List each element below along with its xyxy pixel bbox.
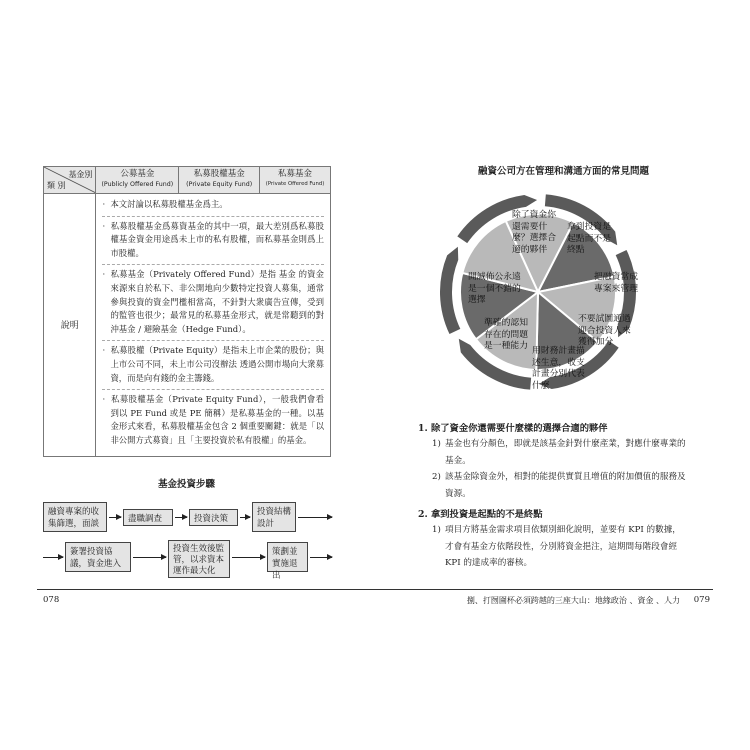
list-number: 2) — [432, 472, 441, 482]
wheel-segment-label: 把融資當成專案來管理 — [594, 272, 638, 294]
wheel-diagram-title: 融資公司方在管理和溝通方面的常見問題 — [478, 166, 650, 177]
section-heading-2: 2. 拿到投資是起點的不是終點 — [418, 509, 543, 520]
wheel-segment-label: 除了資金你還需要什麼？選擇合適的夥伴 — [512, 210, 556, 255]
flow-arrow — [240, 517, 250, 518]
corner-bottom-label: 類 別 — [47, 181, 66, 190]
list-item — [432, 522, 710, 572]
column-header-zh: 私募基金 — [278, 169, 313, 179]
bullet-text: 本文討論以私募股權基金爲主。 — [110, 199, 228, 209]
wheel-segment-label: 開誠佈公永遠是一個不錯的選擇 — [468, 272, 521, 305]
column-header-en: (Publicly Offered Fund) — [101, 181, 174, 188]
wheel-segment-label: 用財務計畫描述生意，收支計畫分別代表什麼 — [532, 346, 585, 391]
table-corner-cell — [44, 167, 96, 194]
cycle-arrow — [440, 247, 460, 334]
flow-step-2: 盡職調查 — [123, 509, 173, 526]
flow-arrow — [310, 557, 332, 558]
list-text: 才會有基金方依階段性，分別將資金挹注，這期間每階段會經 — [445, 541, 678, 552]
bullet-mark: · — [102, 345, 106, 356]
flow-arrow — [133, 557, 166, 558]
list-number: 1) — [432, 525, 441, 535]
flow-arrow — [109, 517, 121, 518]
bullet-mark: · — [102, 199, 106, 209]
bullet-divider — [102, 264, 324, 265]
flow-chart-title: 基金投資步驟 — [158, 479, 216, 490]
explanation-cell — [96, 194, 331, 457]
bullet-item — [102, 393, 324, 447]
list-text: 資源。 — [445, 488, 471, 499]
bullet-mark: · — [102, 394, 106, 405]
bullet-text: 私募基金（Privately Offered Fund）是指 基金 的資金來源來自於私下、非公開地向少數特定投資人募集，通常參與投資的資金門檻相當高，不針對大衆廣告宣傳，受到的監管也很少；最常見的私募基金形式，就是常聽到的對沖基金 / 避險基金（Hedge Fund）。 — [110, 269, 324, 334]
flow-step-3: 投資決策 — [189, 509, 238, 526]
bullet-mark: · — [102, 220, 106, 231]
column-header-en: (Private Equity Fund) — [186, 181, 253, 188]
fund-comparison-table — [43, 166, 331, 457]
list-number: 1) — [432, 439, 441, 449]
bullet-divider — [102, 216, 324, 217]
row-header-explanation: 說明 — [44, 194, 96, 457]
column-header-private-equity-fund — [179, 167, 260, 194]
flow-arrow — [298, 517, 332, 518]
column-header-private-offered-fund — [260, 167, 331, 194]
flow-step-6: 投資生效後監管，以求資本運作最大化 — [168, 540, 230, 578]
bullet-item — [102, 220, 324, 261]
wheel-segment-label: 準確的認知存在的問題是一種能力 — [484, 318, 528, 351]
wheel-segment-label: 拿到投資是起點而不是終點 — [567, 222, 611, 255]
bullet-divider — [102, 389, 324, 390]
footer-rule — [37, 589, 713, 590]
flow-step-4: 投資結構設計 — [252, 502, 296, 532]
corner-top-label: 基金別 — [68, 170, 93, 179]
section-heading-1: 1. 除了資金你還需要什麼樣的選擇合適的夥伴 — [418, 423, 608, 434]
list-text: 項目方將基金需求項目依類別細化說明，並要有 KPI 的數據， — [445, 525, 681, 535]
table-header-row — [44, 167, 331, 194]
running-head: 捌、打囫圇杯必須跨越的三座大山：地緣政治 、資金 、人力 — [466, 596, 680, 605]
bullet-text: 私募股權基金（Private Equity Fund），一般我們會看到以 PE Fund 或是 PE 簡稱）是私募基金的一種。以基金形式來看，私募股權基金包含 2 個重要關鍵：就是「以非公開方式募資」且「主要投資於私有股權」的基金。 — [110, 394, 324, 445]
flow-step-7: 策劃並實施退出 — [267, 542, 308, 572]
page-number-left: 078 — [43, 595, 60, 605]
flow-step-5: 簽署投資協議，資金進入 — [65, 542, 131, 572]
list-item — [432, 436, 710, 469]
bullet-divider — [102, 340, 324, 341]
bullet-item — [102, 198, 324, 212]
column-header-zh: 公募基金 — [120, 169, 155, 179]
flow-arrow — [232, 557, 265, 558]
flow-arrow — [175, 517, 187, 518]
bullet-item — [102, 344, 324, 385]
list-item — [432, 469, 710, 502]
bullet-item — [102, 268, 324, 336]
column-header-public-fund — [96, 167, 179, 194]
flow-arrow — [43, 557, 63, 558]
list-text: 基金也有分顏色，即就是該基金針對什麼產業，對應什麼專業的 — [445, 439, 686, 449]
flow-step-1: 融資專案的收集篩選，面談 — [43, 502, 107, 532]
bullet-text: 私募股權基金爲募資基金的其中一項，最大差別爲私募股權基金資金用途爲未上市的私有股權，而私募基金則爲上市股權。 — [110, 220, 325, 258]
bullet-text: 私募股權（Private Equity）是指未上市企業的股份；與上市公司不同，未上市公司沒辦法 透過公開市場向大衆募資，而是向有錢的金主籌錢。 — [110, 345, 324, 383]
column-header-zh: 私募股權基金 — [193, 169, 245, 179]
column-header-en: (Private Offered Fund) — [265, 181, 325, 187]
wheel-segment-label: 不要試圖通過迎合投資人來獲得加分 — [578, 314, 631, 347]
bullet-mark: · — [102, 269, 106, 280]
list-text: 基金。 — [445, 455, 471, 466]
page-number-right: 079 — [693, 595, 710, 605]
list-text: 該基金除資金外，相對的能提供實質且增值的附加價值的服務及 — [445, 472, 686, 482]
table-body-row — [44, 194, 331, 457]
list-text: KPI 的達成率的審核。 — [445, 558, 533, 568]
